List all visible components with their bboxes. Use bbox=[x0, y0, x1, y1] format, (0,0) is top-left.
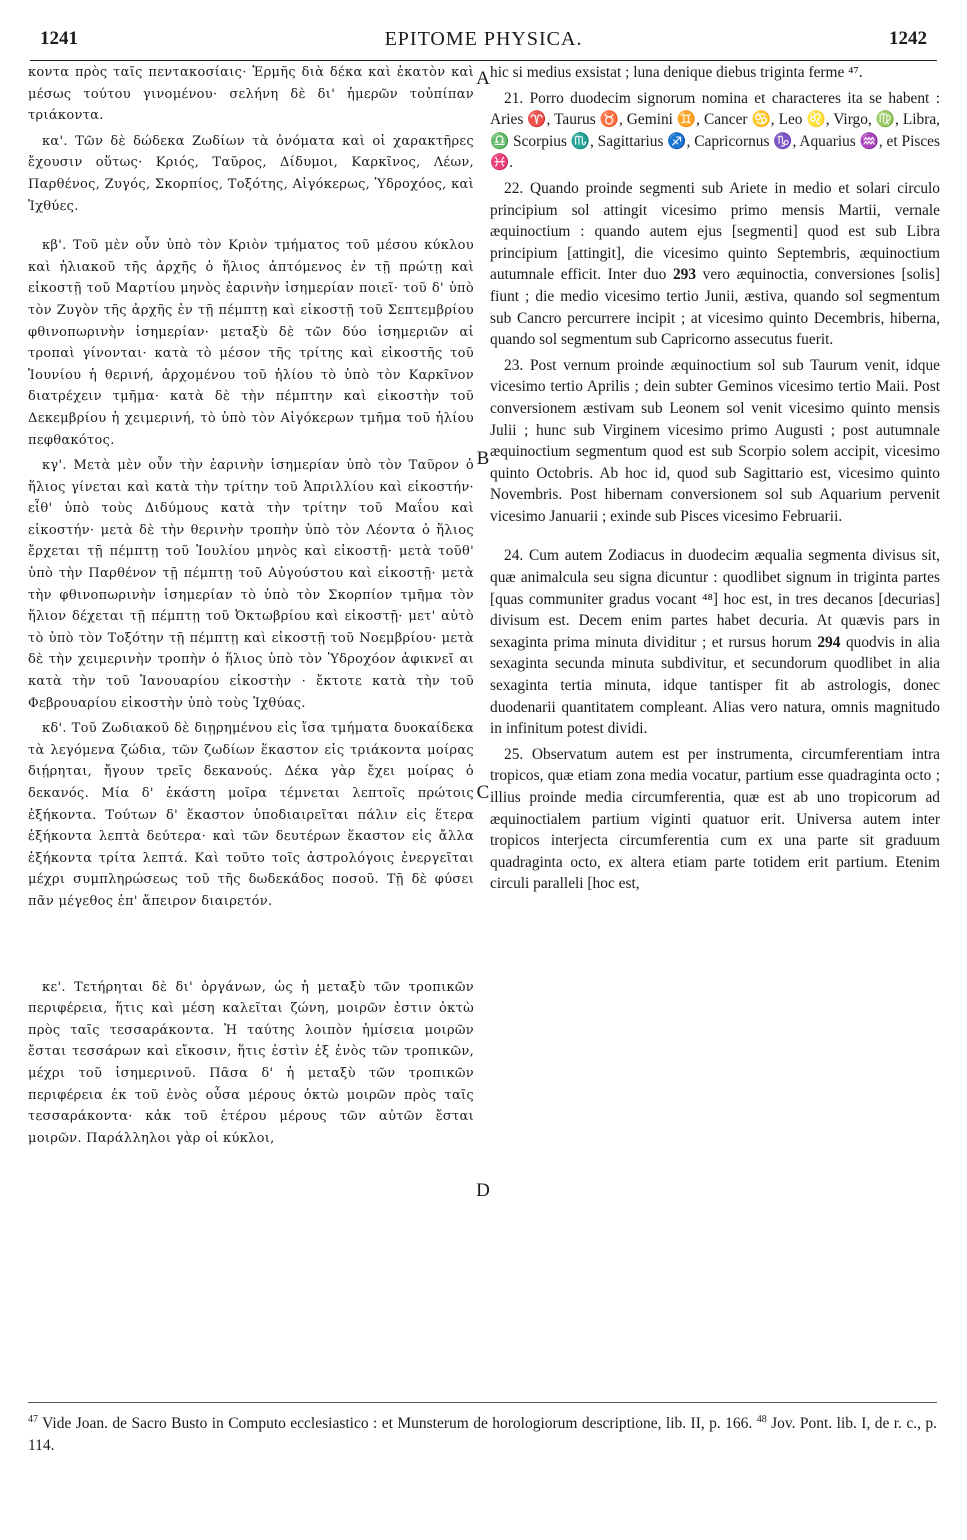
running-header bbox=[30, 24, 937, 61]
margin-letter-a: A bbox=[476, 68, 490, 89]
footnote-marker-47: 47 bbox=[28, 1414, 38, 1425]
greek-column bbox=[28, 62, 474, 1392]
latin-paragraph-23: 23. Post vernum proinde æquinoctium sol sub Taurum venit, idque vicesimo tertio Aprilis ; dein subter Geminos vicesimo tertio Maii. Post conversionem æstivam sub Leonem sol venit vicesimo quinto mensis Julii ; hunc sub Virginem vicesimo primo Augusti ; post autumnale æquinoctium segmentum quod est sub Scorpio solem accipit, vicesimo quinto Octobris. Ab hoc id, quod sub Sagittario est, vicesimo quinto Novembris. Post hibernam conversionem sol sub Aquarium pervenit vicesimo Januarii ; exinde sub Pisces vicesimo Februarii. bbox=[490, 356, 940, 525]
column-number-294: 294 bbox=[817, 633, 841, 651]
margin-letter-c: C bbox=[476, 782, 490, 803]
latin-paragraph-22 bbox=[490, 178, 940, 351]
latin-paragraph-24-part-1: 24. Cum autem Zodiacus in duodecim æqualia segmenta divisus sit, quæ animalcula seu signa dicuntur : quodlibet signum in triginta partes [quas communiter gradus vocant ⁴⁸] hoc est, in tres decanos [decurias] divisum est. Decem enim partes habet decuria. At quævis pars in sexaginta prima minuta dividitur ; et rursus horum bbox=[490, 547, 940, 651]
margin-letter-b: B bbox=[476, 448, 490, 469]
latin-paragraph-25: 25. Observatum autem est per instrumenta, circumferentiam intra tropicos, quæ etiam zona media vocatur, partium esse quadraginta octo ; illius proinde media circumferentia, quæ est ab uno tropicorum ad æquinoctialem partium viginti quatuor erit. Universa autem inter tropicos interjecta circumferentia cum ex una parte sit graduum quadraginta octo, ex altera etiam parte totidem erit partium. Etenim circuli paralleli [hoc est, bbox=[490, 745, 940, 893]
running-title: EPITOME PHYSICA. bbox=[384, 28, 583, 50]
page-number-left: 1241 bbox=[40, 28, 78, 49]
greek-paragraph-23: κγ'. Μετὰ μὲν οὖν τὴν ἐαρινὴν ἰσημερίαν ὑπὸ τὸν Ταῦρον ὁ ἥλιος γίνεται καὶ κατὰ τὴν τρίτην τοῦ Ἀπριλλίου καὶ εἰκοστήν· εἶθ' ὑπὸ τοὺς Διδύμους κατὰ τὴν τρίτην τοῦ Μαΐου καὶ εἰκοστήν· μετὰ δὲ τὴν θερινὴν τροπὴν ὑπὸ τὸν Λέοντα ὁ ἥλιος ἔρχεται τῇ πέμπτῃ τοῦ Ἰουλίου μηνὸς καὶ εἰκοστῇ· μετὰ τοῦθ' ὑπὸ τὴν Παρθένον τῇ πέμπτῃ τοῦ Αὐγούστου καὶ εἰκοστῇ· μετὰ τὴν φθινοπωρινὴν ἰσημερίαν τὸ ὑπὸ τὸν Σκορπίον τμῆμα τὸν ἥλιον δέχεται τῇ πέμπτῃ τοῦ Ὀκτωβρίου καὶ εἰκοστῇ· μετ' αὐτὸ τὸ ὑπὸ τὸν Τοξότην τῇ πέμπτῃ καὶ εἰκοστῇ τοῦ Νοεμβρίου· μετὰ δὲ τὴν χειμερινὴν τροπὴν ὁ ἥλιος ὑπὸ τὸν Ὑδροχόον ἀφικνεῖ αι κατὰ τὴν τοῦ Ἰανουαρίου εἰκοστὴν · ἔκτοτε κατὰ τὴν τοῦ Φεβρουαρίου εἰκοστὴν ὑπὸ τοὺς Ἰχθύας. bbox=[28, 458, 474, 711]
page-number-right: 1242 bbox=[889, 28, 927, 49]
footnote-47: Vide Joan. de Sacro Busto in Computo ecclesiastico : et Munsterum de horologiorum descriptione, lib. II, p. 166. bbox=[38, 1415, 757, 1433]
latin-paragraph-24 bbox=[490, 545, 940, 739]
greek-paragraph-24: κδ'. Τοῦ Ζωδιακοῦ δὲ διῃρημένου εἰς ἴσα τμήματα δυοκαίδεκα τὰ λεγόμενα ζώδια, τῶν ζωδίων ἕκαστον εἰς τριάκοντα μοίρας διῄρηται, ἤγουν τρεῖς δεκανούς. Δέκα γὰρ ἔχει μοίρας ὁ δεκανός. Μία δ' ἑκάστη μοῖρα τέμνεται λεπτοῖς πρώτοις ἑξήκοντα. Τούτων δ' ἕκαστον ὑποδιαιρεῖται πάλιν εἰς ἕτερα ἑξήκοντα λεπτὰ δεύτερα· καὶ τῶν δευτέρων ἕκαστον εἰς ἄλλα ἑξήκοντα τρίτα λεπτά. Καὶ τοῦτο τοῖς ἀστρολόγοις ἐνεργεῖται μέχρι συμπληρώσεως τοῦ τῆς δωδεκάδος ποσοῦ. Τῇ δὲ φύσει πᾶν μέγεθος ἐπ' ἄπειρον διαιρετόν. bbox=[28, 721, 474, 909]
greek-paragraph-22: κβ'. Τοῦ μὲν οὖν ὑπὸ τὸν Κριὸν τμήματος τοῦ μέσου κύκλου καὶ ἡλιακοῦ τῆς ἀρχῆς ὁ ἥλιος ἀπτόμενος ἐν τῇ πρώτῃ καὶ εἰκοστῇ τοῦ Μαρτίου μηνὸς ἐαρινὴν ἰσημερίαν ποιεῖ· τοῦ δ' ὑπὸ τὸν Ζυγὸν τῆς ἀρχῆς ἐν τῇ πέμπτῃ καὶ εἰκοστῇ τοῦ Σεπτεμβρίου φθινοπωρινὴν ἰσημερίαν· μεταξὺ δὲ τῶν δύο ἰσημεριῶν αἱ τροπαὶ γίνονται· κατὰ τὸ μέσον τῆς τρίτης καὶ εἰκοστῆς τοῦ Ἰουνίου ἡ θερινή, ἀρχομένου τοῦ ἡλίου τὸ ὑπὸ τὸν Καρκῖνον διατρέχειν τμῆμα· κατὰ δὲ τὴν πέμπτην καὶ εἰκοστὴν τοῦ Δεκεμβρίου ἡ χειμερινή, τὸ ὑπὸ τὸν Αἰγόκερων τμῆμα τοῦ ἡλίου πεφθακότος. bbox=[28, 238, 474, 448]
latin-paragraph-22-part-1: 22. Quando proinde segmenti sub Ariete in medio et solari circulo principium sol attingit vicesimo primo mensis Martii, vernale æquinoctium : quando autem ejus [segmenti] quod est sub Libra principium [attingit], die vicesimo quinto Septembris, æquinoctium autumnale efficit. Inter duo bbox=[490, 179, 940, 284]
footnotes bbox=[28, 1402, 937, 1457]
latin-paragraph-24-part-2: quodvis in alia sexaginta secunda minuta subdivitur, et secundorum quodlibet in alia sexaginta tertia minuta, idque tantisper fit ab astrologis, donec duodenarii quantitatem compleant. Alias vero natura, omnis magnitudo in infinitum potest dividi. bbox=[490, 633, 940, 738]
greek-paragraph-21: κα'. Τῶν δὲ δώδεκα Ζωδίων τὰ ὀνόματα καὶ οἱ χαρακτῆρες ἔχουσιν οὕτως· Κριός, Ταῦρος, Δίδυμοι, Καρκῖνος, Λέων, Παρθένος, Ζυγός, Σκορπίος, Τοξότης, Αἰγόκερως, Ὑδροχόος, καὶ Ἰχθύες. bbox=[28, 133, 474, 214]
column-number-293: 293 bbox=[672, 266, 697, 284]
footnote-marker-48: 48 bbox=[756, 1414, 767, 1425]
greek-paragraph-0: κοντα πρὸς ταῖς πεντακοσίαις· Ἑρμῆς διὰ δέκα καὶ ἑκατὸν καὶ μέσως τούτου γινομένου· σελήνη δὲ δι' ἡμερῶν τοὐπίπαν τριάκοντα. bbox=[28, 65, 474, 124]
latin-paragraph-22-part-2: vero æquinoctia, conversiones [solis] fiunt ; die medio vicesimo tertio Junii, æstiva, quando sol segmentum sub Cancro percurrere incipit ; at vicesimo quinto Decembris, hiberna, quando sol segmentum sub Capricorno assecutus fuerit. bbox=[490, 266, 940, 349]
latin-paragraph-21: 21. Porro duodecim signorum nomina et characteres ita se habent : Aries ♈, Taurus ♉, Gemini ♊, Cancer ♋, Leo ♌, Virgo, ♍, Libra, ♎ Scorpius ♏, Sagittarius ♐, Capricornus ♑, Aquarius ♒, et Pisces ♓. bbox=[490, 89, 940, 172]
greek-paragraph-25: κε'. Τετήρηται δὲ δι' ὀργάνων, ὡς ἡ μεταξὺ τῶν τροπικῶν περιφέρεια, ἥτις καὶ μέση καλεῖται ζώνη, μοιρῶν ἐστιν ὀκτὼ πρὸς ταῖς τεσσαράκοντα. Ἡ ταύτης λοιπὸν ἡμίσεια μοιρῶν ἔσται τεσσάρων καὶ εἴκοσιν, ἥτις ἐστὶν ἐξ ἑνὸς τῶν τροπικῶν, μέχρι τοῦ ἰσημερινοῦ. Πᾶσα δ' ἡ μεταξὺ τῶν τροπικῶν περιφέρεια ἐκ τοῦ ἑνὸς οὖσα μέρους ὀκτὼ μοιρῶν πρὸς ταῖς τεσσαράκοντα· κἀκ τοῦ ἑτέρου μέρους τῶν αὐτῶν ἔσται μοιρῶν. Παράλληλοι γὰρ οἱ κύκλοι, bbox=[28, 979, 474, 1146]
footnote-48: Jov. Pont. lib. I, de r. c., p. 114. bbox=[28, 1415, 937, 1455]
latin-paragraph-0: hic si medius exsistat ; luna denique diebus triginta ferme ⁴⁷. bbox=[490, 64, 863, 81]
margin-letter-d: D bbox=[476, 1180, 490, 1201]
latin-column bbox=[490, 62, 940, 1392]
